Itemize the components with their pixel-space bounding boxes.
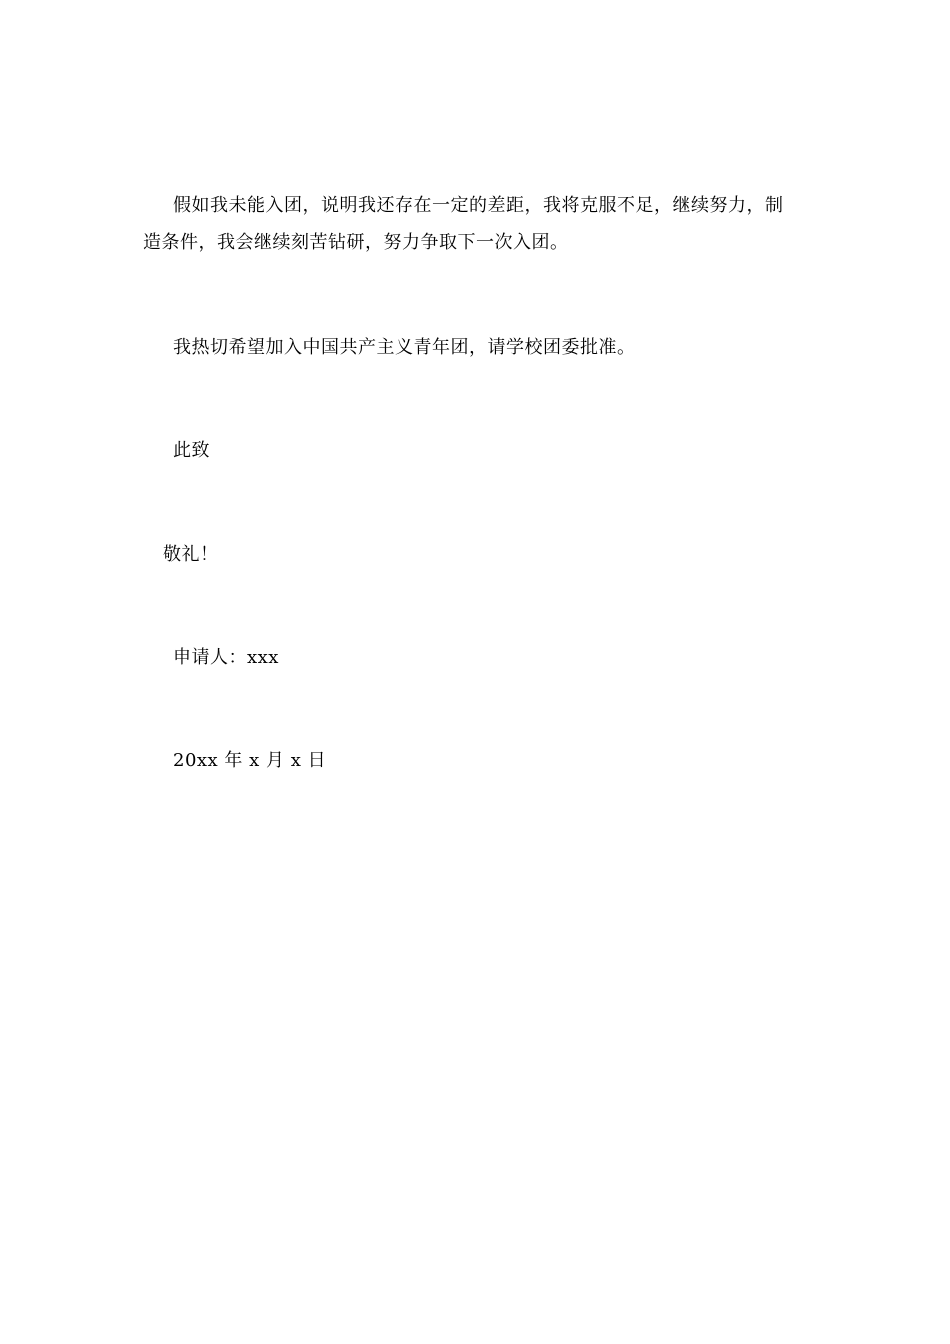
application-date: 20xx 年 x 月 x 日 [173,750,327,771]
paragraph-retry-commitment [143,187,823,261]
paragraph-line: 造条件，我会继续刻苦钻研，努力争取下一次入团。 [143,232,569,253]
closing-salutation: 此致 [173,440,210,461]
closing-regards: 敬礼！ [163,544,219,565]
paragraph-line: 假如我未能入团，说明我还存在一定的差距，我将克服不足，继续努力，制 [173,195,784,216]
paragraph-request: 我热切希望加入中国共产主义青年团，请学校团委批准。 [173,337,636,358]
applicant-signature: 申请人：xxx [173,647,279,668]
